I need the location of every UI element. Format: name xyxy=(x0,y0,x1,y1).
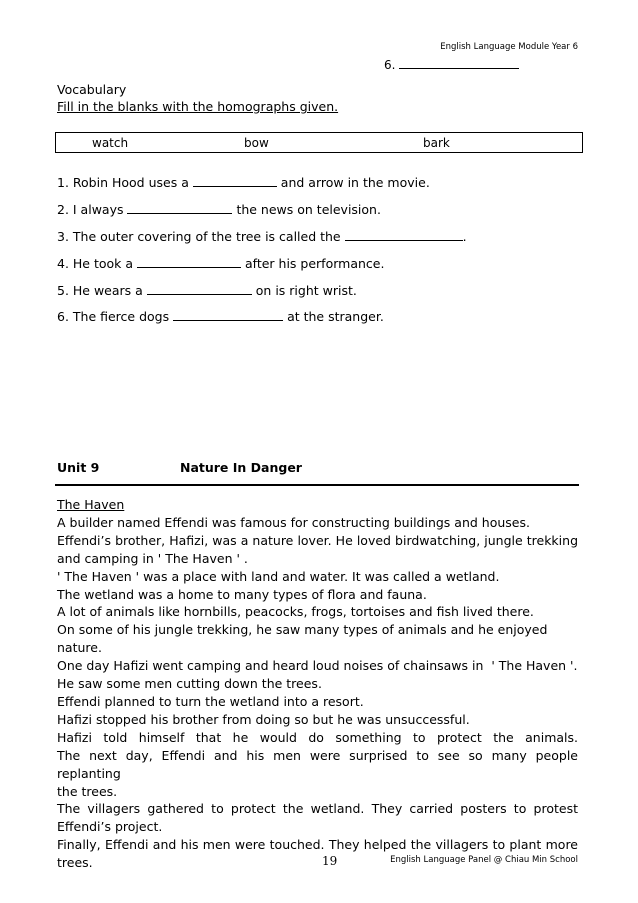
question-4 xyxy=(57,256,384,271)
story-line: A builder named Effendi was famous for constructing buildings and houses. xyxy=(57,514,530,530)
unit-title: Nature In Danger xyxy=(180,460,302,475)
story-line: One day Hafizi went camping and heard loud noises of chainsaws in ' The Haven '. xyxy=(57,658,578,674)
footer-credit: English Language Panel @ Chiau Min School xyxy=(390,855,578,865)
question-text: 1. Robin Hood uses a xyxy=(57,175,193,190)
blank-line xyxy=(193,175,277,187)
story-line: Hafizi stopped his brother from doing so but he was unsuccessful. xyxy=(57,711,470,727)
word-bank-item: bow xyxy=(244,136,269,150)
blank-line xyxy=(345,229,463,241)
question-text: 6. The fierce dogs xyxy=(57,309,174,324)
story-line: and camping in ' The Haven ' . xyxy=(57,550,248,566)
module-header: English Language Module Year 6 xyxy=(440,42,578,52)
story-line: He saw some men cutting down the trees. xyxy=(57,676,322,692)
unit-number: Unit 9 xyxy=(57,460,100,475)
story-line: trees. xyxy=(57,855,93,871)
vocabulary-title: Vocabulary xyxy=(57,82,127,97)
blank-line xyxy=(137,256,241,268)
question-text: 5. He wears a xyxy=(57,283,147,298)
question-3 xyxy=(57,229,467,244)
question-text: . xyxy=(462,229,467,244)
story-line: Effendi planned to turn the wetland into a resort. xyxy=(57,693,364,709)
story-text xyxy=(57,496,578,872)
story-line: ' The Haven ' was a place with land and water. It was called a wetland. xyxy=(57,568,500,584)
blank-line xyxy=(399,57,519,69)
answer-line-6 xyxy=(384,57,519,72)
blank-line xyxy=(147,283,252,295)
story-line: The next day, Effendi and his men were surprised to see so many people replanting xyxy=(57,747,578,781)
story-line: On some of his jungle trekking, he saw many types of animals and he enjoyed nature. xyxy=(57,622,548,656)
question-text: at the stranger. xyxy=(283,309,384,324)
story-line: Effendi’s project. xyxy=(57,819,163,835)
section-divider xyxy=(55,484,579,486)
question-text: 3. The outer covering of the tree is called the xyxy=(57,229,345,244)
question-6 xyxy=(57,309,384,324)
question-text: 2. I always xyxy=(57,202,128,217)
story-line: The wetland was a home to many types of flora and fauna. xyxy=(57,586,427,602)
answer-number: 6. xyxy=(384,58,396,72)
story-line: Effendi’s brother, Hafizi, was a nature lover. He loved birdwatching, jungle trekking xyxy=(57,532,578,548)
question-text: on is right wrist. xyxy=(251,283,357,298)
question-2 xyxy=(57,202,381,217)
blank-line xyxy=(173,309,283,321)
word-bank-item: watch xyxy=(92,136,129,150)
question-5 xyxy=(57,283,357,298)
story-line: the trees. xyxy=(57,783,118,799)
question-text: 4. He took a xyxy=(57,256,138,271)
story-line: The villagers gathered to protect the wetland. They carried posters to protest xyxy=(57,801,578,817)
word-bank xyxy=(55,132,583,153)
word-bank-item: bark xyxy=(423,136,450,150)
vocabulary-instruction: Fill in the blanks with the homographs given. xyxy=(57,99,339,114)
story-line: A lot of animals like hornbills, peacocks, frogs, tortoises and fish lived there. xyxy=(57,604,534,620)
question-text: the news on television. xyxy=(232,202,381,217)
question-1 xyxy=(57,175,430,190)
blank-line xyxy=(127,202,232,214)
story-line: Hafizi told himself that he would do something to protect the animals. xyxy=(57,729,578,745)
story-title: The Haven xyxy=(57,497,125,512)
page-number: 19 xyxy=(322,854,338,868)
question-text: and arrow in the movie. xyxy=(276,175,430,190)
question-text: after his performance. xyxy=(241,256,385,271)
story-line: Finally, Effendi and his men were touched. They helped the villagers to plant more xyxy=(57,837,578,853)
